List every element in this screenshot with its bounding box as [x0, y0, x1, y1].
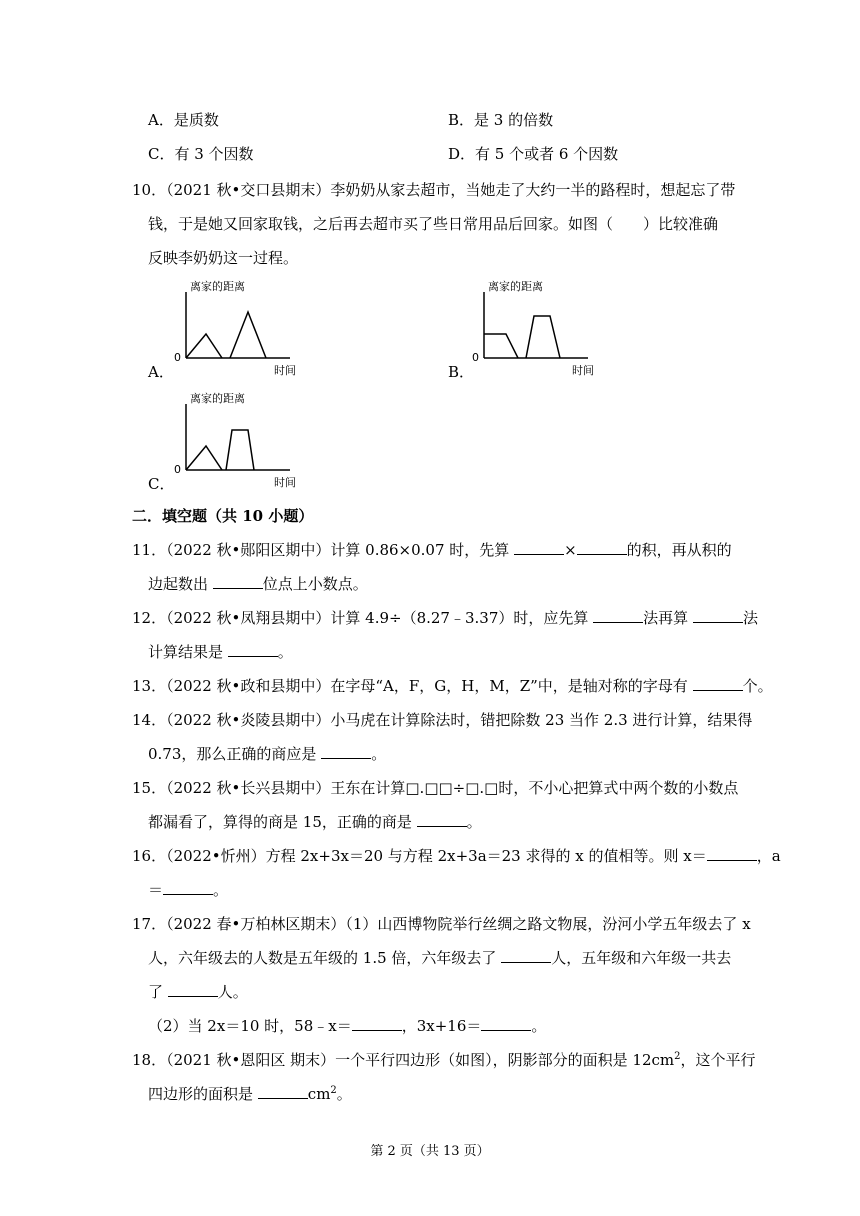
- q18-line-2: [148, 1084, 352, 1104]
- q15-line-2: [148, 812, 482, 832]
- graph-c-x-label: 时间: [274, 476, 296, 489]
- q14-line-2: [148, 744, 386, 764]
- graph-b-x-label: 时间: [572, 364, 594, 377]
- q11-line-2: [148, 574, 368, 594]
- page-footer: 第 2 页（共 13 页）: [370, 1144, 490, 1159]
- q18-line-1: [132, 1050, 756, 1070]
- q17-text-c: 了: [148, 983, 164, 1001]
- graph-a: [170, 278, 310, 382]
- q17-line-1: 17．（2022 春•万柏林区期末）（1）山西博物院举行丝绸之路文物展，汾河小学五年级去了 x: [132, 915, 751, 933]
- q16-blank-1[interactable]: [707, 846, 757, 861]
- q14-text-b: 。: [371, 745, 387, 763]
- q15-blank-1[interactable]: [417, 812, 467, 827]
- q12-text-a: 12．（2022 秋•凤翔县期中）计算 4.9÷（8.27﹣3.37）时，应先算: [132, 609, 589, 627]
- q12-line-2: [148, 642, 293, 662]
- q12-line-1: [132, 608, 758, 628]
- q17-line-3: [148, 982, 248, 1002]
- q10-option-b-label: B．: [448, 363, 475, 381]
- q12-text-b: 法再算: [643, 609, 689, 627]
- q17-text-d: 人。: [217, 983, 248, 1001]
- graph-c-y-label: 离家的距离: [190, 392, 245, 405]
- q16-text-a: 16．（2022•忻州）方程 2x+3x＝20 与方程 2x+3a＝23 求得的 x 的值相等。则 x＝: [132, 847, 707, 865]
- graph-b: [468, 278, 608, 382]
- q11-blank-3[interactable]: [213, 574, 263, 589]
- q16-blank-2[interactable]: [163, 880, 213, 895]
- q12-text-c: 法: [742, 609, 758, 627]
- q17-text-f: ，3x+16＝: [401, 1017, 482, 1035]
- q11-blank-2[interactable]: [577, 540, 627, 555]
- q10-line-3: 反映李奶奶这一过程。: [148, 249, 299, 267]
- q13-text-b: 个。: [742, 677, 773, 695]
- q14-blank-1[interactable]: [321, 744, 371, 759]
- graph-c-origin: 0: [174, 463, 181, 476]
- section-2-heading: 二．填空题（共 10 小题）: [132, 507, 314, 525]
- q17-text-e: （2）当 2x＝10 时，58﹣x＝: [148, 1017, 352, 1035]
- q13-line-1: [132, 676, 773, 696]
- q14-line-1: 14．（2022 秋•炎陵县期中）小马虎在计算除法时，错把除数 23 当作 2.3 进行计算，结果得: [132, 711, 753, 729]
- q17-line-4: [148, 1016, 546, 1036]
- q17-blank-4[interactable]: [481, 1016, 531, 1031]
- q13-blank-1[interactable]: [693, 676, 743, 691]
- q16-text-d: 。: [213, 881, 229, 899]
- q17-text-b: 人，五年级和六年级一共去: [551, 949, 732, 967]
- q17-line-2: [148, 948, 731, 968]
- q18-text-b: ，这个平行: [680, 1051, 756, 1069]
- q10-line-2: 钱，于是她又回家取钱，之后再去超市买了些日常用品后回家。如图（ ）比较准确: [148, 215, 719, 233]
- graph-a-x-label: 时间: [274, 364, 296, 377]
- graph-a-origin: 0: [174, 351, 181, 364]
- graph-a-y-label: 离家的距离: [190, 280, 245, 293]
- q13-text-a: 13．（2022 秋•政和县期中）在字母“A，F，G，H，M，Z”中，是轴对称的字母有: [132, 677, 688, 695]
- q9-option-c: C．有 3 个因数: [148, 145, 254, 163]
- q11-text-a: 11．（2022 秋•郧阳区期中）计算 0.86×0.07 时，先算: [132, 541, 510, 559]
- q17-text-a: 人，六年级去的人数是五年级的 1.5 倍，六年级去了: [148, 949, 497, 967]
- q10-option-a-label: A．: [148, 363, 174, 381]
- q18-sup-1: 2: [674, 1051, 681, 1062]
- q15-text-a: 都漏看了，算得的商是 15，正确的商是: [148, 813, 412, 831]
- q15-line-1: 15．（2022 秋•长兴县期中）王东在计算□.□□÷□.□时，不小心把算式中两个数的小数点: [132, 779, 739, 797]
- q17-blank-2[interactable]: [168, 982, 218, 997]
- q9-option-b: B．是 3 的倍数: [448, 111, 554, 129]
- q17-text-g: 。: [531, 1017, 547, 1035]
- q16-text-c: ＝: [148, 881, 164, 899]
- q11-text-d: 边起数出: [148, 575, 209, 593]
- q18-blank-1[interactable]: [258, 1084, 308, 1099]
- q10-line-1: 10．（2021 秋•交口县期末）李奶奶从家去超市，当她走了大约一半的路程时，想起忘了带: [132, 181, 736, 199]
- q11-text-c: 的积，再从积的: [626, 541, 732, 559]
- q14-text-a: 0.73，那么正确的商应是: [148, 745, 317, 763]
- q18-sup-2: 2: [330, 1085, 337, 1096]
- q15-text-b: 。: [466, 813, 482, 831]
- q12-blank-1[interactable]: [593, 608, 643, 623]
- q16-text-b: ，a: [756, 847, 781, 865]
- q17-blank-1[interactable]: [501, 948, 551, 963]
- q16-line-1: [132, 846, 781, 866]
- graph-c: [170, 390, 310, 494]
- q12-text-d: 计算结果是: [148, 643, 224, 661]
- q12-text-e: 。: [277, 643, 293, 661]
- q11-line-1: [132, 540, 732, 560]
- q12-blank-2[interactable]: [693, 608, 743, 623]
- q18-text-c: 四边形的面积是: [148, 1085, 254, 1103]
- graph-b-origin: 0: [472, 351, 479, 364]
- q11-text-e: 位点上小数点。: [262, 575, 368, 593]
- q17-blank-3[interactable]: [352, 1016, 402, 1031]
- q16-line-2: [148, 880, 228, 900]
- q9-option-a: A．是质数: [148, 111, 219, 129]
- q12-blank-3[interactable]: [228, 642, 278, 657]
- q11-blank-1[interactable]: [514, 540, 564, 555]
- q18-text-a: 18．（2021 秋•恩阳区 期末）一个平行四边形（如图），阴影部分的面积是 12cm: [132, 1051, 675, 1069]
- q18-unit: cm: [307, 1085, 331, 1103]
- q9-option-d: D．有 5 个或者 6 个因数: [448, 145, 619, 163]
- graph-b-y-label: 离家的距离: [488, 280, 543, 293]
- q10-option-c-label: C．: [148, 475, 175, 493]
- q11-text-b: ×: [564, 541, 577, 559]
- q18-text-d: 。: [336, 1085, 352, 1103]
